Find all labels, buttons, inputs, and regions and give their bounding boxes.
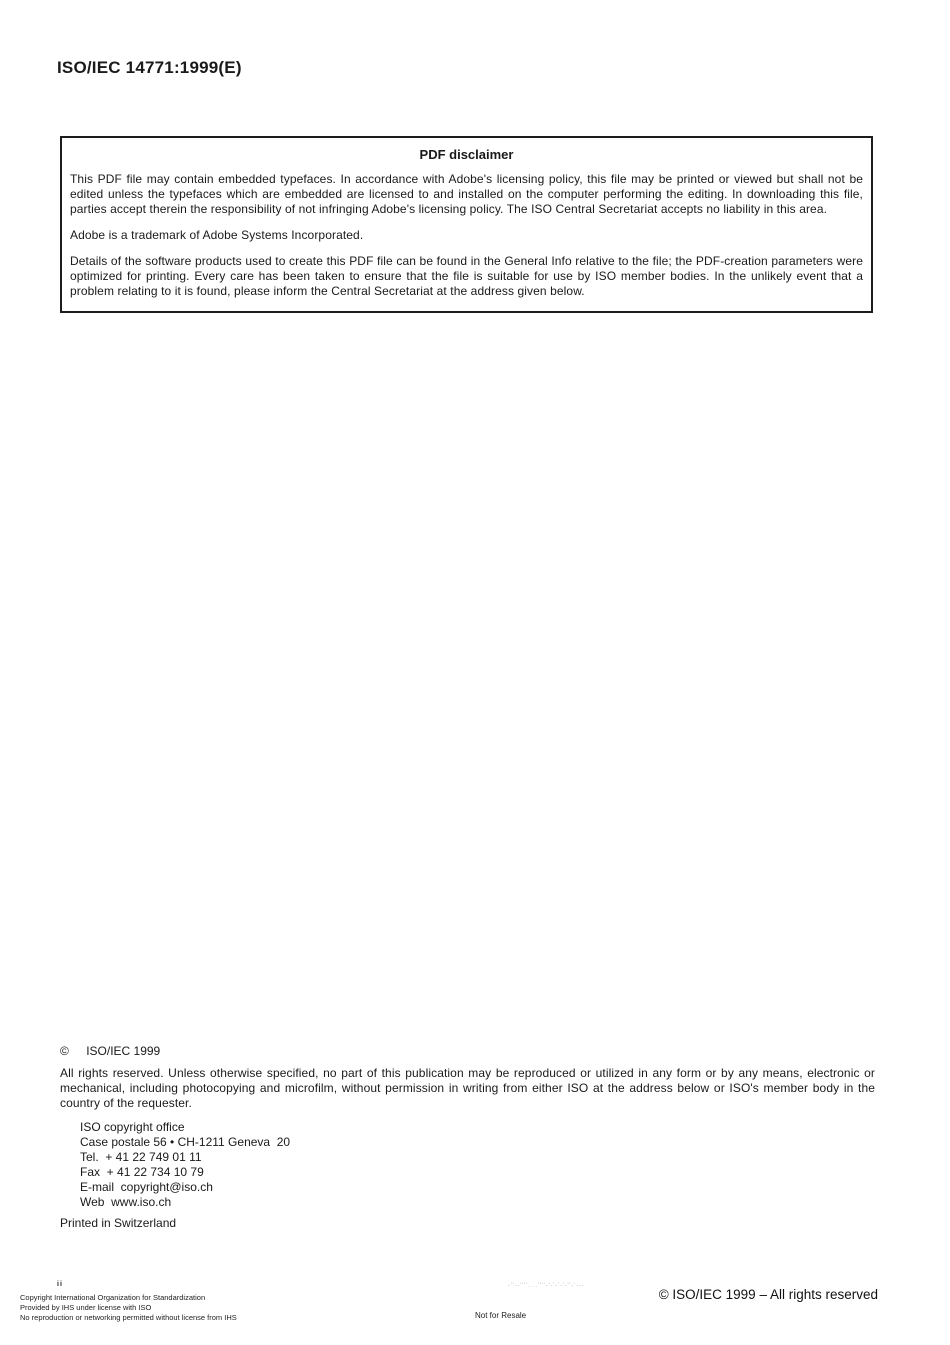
footer-license-block [20, 1293, 237, 1323]
address-fax-line: Fax + 41 22 734 10 79 [80, 1165, 204, 1179]
disclaimer-title: PDF disclaimer [419, 147, 514, 162]
disclaimer-paragraph-details: Details of the software products used to create this PDF file can be found in the General Info relative to the file; the PDF-creation parameters were optimized for printing. Every care has been taken to ensure that the file is suitable for use by ISO member bodies. In the unlikely event that a problem relating to it is found, please inform the Central Secretariat at the address given below. [70, 254, 863, 298]
footer-rights-notice: © ISO/IEC 1999 – All rights reserved [658, 1287, 878, 1302]
footer-copyright-line: Copyright International Organization for Standardization [20, 1293, 206, 1302]
footer-provided-line: Provided by IHS under license with ISO [20, 1303, 152, 1312]
address-postal-line: Case postale 56 • CH-1211 Geneva 20 [80, 1135, 291, 1149]
not-for-resale-note: Not for Resale [475, 1311, 527, 1320]
address-email-line: E-mail copyright@iso.ch [80, 1180, 213, 1194]
pdf-disclaimer-box [60, 136, 873, 313]
illegible-watermark: -''--''''....''''-'-'-'-'-''-'--- [508, 1283, 585, 1289]
iso-address-block [80, 1120, 875, 1210]
disclaimer-paragraph-trademark: Adobe is a trademark of Adobe Systems Incorporated. [70, 228, 364, 242]
footer-noreproduction-line: No reproduction or networking permitted without license from IHS [20, 1313, 237, 1322]
copyright-line [60, 1044, 875, 1058]
document-reference-header: ISO/IEC 14771:1999(E) [57, 58, 242, 77]
address-office-line: ISO copyright office [80, 1120, 185, 1134]
copyright-section [60, 1044, 875, 1230]
copyright-symbol: © [60, 1044, 69, 1058]
copyright-org-year: ISO/IEC 1999 [86, 1044, 161, 1058]
address-tel-line: Tel. + 41 22 749 01 11 [80, 1150, 202, 1164]
address-web-line: Web www.iso.ch [80, 1195, 172, 1209]
rights-reserved-text: All rights reserved. Unless otherwise specified, no part of this publication may be reproduced or utilized in any form or by any means, electronic or mechanical, including photocopying and microfilm, without permission in writing from either ISO at the address below or ISO's member body in the country of the requester. [60, 1066, 875, 1110]
page-number: ii [57, 1281, 63, 1288]
printed-in-line: Printed in Switzerland [60, 1216, 177, 1230]
disclaimer-paragraph-typefaces: This PDF file may contain embedded typefaces. In accordance with Adobe's licensing policy, this file may be printed or viewed but shall not be edited unless the typefaces which are embedded are licensed to and installed on the computer performing the editing. In downloading this file, parties accept therein the responsibility of not infringing Adobe's licensing policy. The ISO Central Secretariat accepts no liability in this area. [70, 172, 863, 216]
